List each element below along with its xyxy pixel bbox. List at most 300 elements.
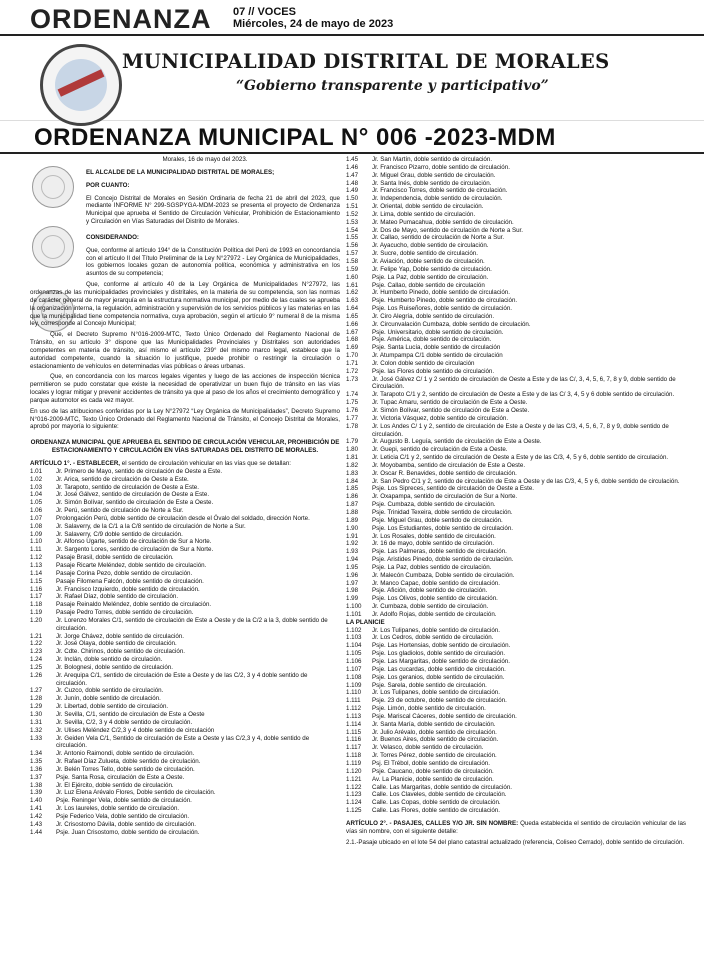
item-text: Jr. Sucre, doble sentido de circulación. [372,250,478,258]
list-item [30,617,340,633]
item-number: 1.109 [346,681,362,689]
item-number: 1.73 [346,375,359,383]
item-text: Psje. Los geranios, doble sentido de circulación. [372,673,505,681]
list-item [30,578,340,586]
item-text: Jr. Rafael Díaz, doble sentido de circulación. [56,593,179,601]
item-number: 1.63 [346,297,359,305]
item-text: Jr. Jorge Chávez, doble sentido de circulación. [56,632,184,640]
item-text: Jr. Bolognesi, doble sentido de circulación. [56,663,173,671]
item-text: Psje. Santa Lucía, doble sentido de circulación [372,344,501,352]
list-item [346,376,686,392]
item-number: 1.20 [30,616,43,624]
item-text: Psje. Callao, doble sentido de circulación [372,281,485,289]
item-text: Jr. Luz Elena Arévalo Flores, Doble sentido de circulación. [56,789,216,797]
list-item [346,799,686,807]
item-number: 1.28 [30,695,43,703]
item-number: 1.89 [346,516,359,524]
ordinance-title: ORDENANZA MUNICIPAL N° 006 -2023-MDM [34,124,556,151]
list-item [346,674,686,682]
list-item [346,776,686,784]
item-number: 1.82 [346,461,359,469]
item-text: Jr. Ulises Meléndez C/2,3 y 4 doble sentido de circulación [56,726,215,734]
item-number: 1.107 [346,665,362,673]
item-number: 1.78 [346,422,359,430]
item-number: 1.101 [346,610,362,618]
list-item [30,782,340,790]
list-item [346,485,686,493]
list-item [346,156,686,164]
list-item [30,766,340,774]
item-text: Jr. Julio Arévalo, doble sentido de circulación. [372,728,497,736]
item-number: 1.105 [346,650,362,658]
item-text: Jr. Alfonso Ugarte, sentido de circulación de Sur a Norte. [56,538,212,546]
item-number: 1.110 [346,689,362,697]
item-number: 1.30 [30,711,43,718]
item-number: 1.59 [346,265,359,273]
list-item [346,501,686,509]
list-item [30,633,340,641]
item-text: Psje. Las Margaritas, doble sentido de circulación. [372,658,510,665]
item-text: Pasaje Brasil, doble sentido de circulación. [56,554,174,562]
item-text: Psje. Santa Rosa, circulación de Este a Oeste. [56,773,185,781]
item-text: Psje Federico Vela, doble sentido de circulación. [56,812,190,820]
item-number: 1.124 [346,799,362,807]
item-text: Jr. Santa María, doble sentido de circulación. [372,720,496,728]
item-number: 1.79 [346,438,359,446]
list-item [346,266,686,274]
municipal-seal-icon [40,44,122,126]
item-number: 1.91 [346,532,359,540]
item-number: 1.11 [30,546,42,554]
item-text: Jr. Atumpampa C/1 doble sentido de circulación [372,352,503,360]
article-1: ARTÍCULO 1°. - ESTABLECER, el sentido de circulación vehicular en las vías que se detallan: [30,460,291,467]
item-number: 1.61 [346,281,359,289]
item-text: Psje. Afición, doble sentido de circulación. [372,587,488,595]
item-number: 1.09 [30,530,43,538]
list-item [30,491,340,499]
item-text: Psj. El Trébol, doble sentido de circulación. [372,759,490,767]
list-item [30,727,340,735]
list-item [346,211,686,219]
item-number: 1.43 [30,820,43,828]
item-text: Jr. Belén Torres Tello, doble sentido de circulación. [56,765,195,773]
item-text: Jr. Los Tulipanes, doble sentido de circulación. [372,626,500,634]
item-number: 1.03 [30,483,43,491]
item-number: 1.12 [30,554,43,562]
item-text: Jr. Cumbaza, doble sentido de circulación. [372,603,489,611]
list-item [346,752,686,760]
list-item [30,562,340,570]
list-item [346,227,686,235]
list-item [346,282,686,290]
item-number: 1.75 [346,399,359,407]
paragraph-5: Que, en concordancia con los marcos legales vigentes y luego de las acciones de inspección técnica permitieron se pudo constatar que existe la necesidad de operativizar un buen flujo de tránsito en las vías locales y lograr mitigar y prevenir accidentes de tránsito ya que al paso de los años el crecimiento demográfico y parque automotor es cada vez mayor. [30,373,340,404]
list-item [346,713,686,721]
list-item [346,650,686,658]
list-item [30,829,340,837]
item-text: Psje. Cumbaza, doble sentido de circulación. [372,501,496,509]
item-number: 1.37 [30,773,43,781]
item-number: 1.32 [30,726,43,734]
item-text: Psje. Los Estudiantes, doble sentido de circulación. [372,524,514,532]
item-text: Jr. Simón Bolívar, sentido de circulación de Este a Oeste. [56,499,214,507]
item-number: 1.56 [346,242,359,250]
item-number: 1.40 [30,797,43,805]
list-item [30,507,340,515]
list-item [30,789,340,797]
item-number: 1.44 [30,828,43,836]
list-item [30,813,340,821]
item-number: 1.95 [346,563,359,571]
item-text: Jr. Miguel Grau, doble sentido de circulación. [372,171,496,179]
item-text: Psje. las Flores doble sentido de circulación. [372,367,495,375]
item-number: 1.21 [30,632,43,640]
item-text: Pasaje Ricarte Meléndez, doble sentido de circulación. [56,561,207,569]
item-text: Psje. Los Ruiseñores, doble sentido de circulación. [372,305,512,313]
item-text: Jr. Los Andes C/ 1 y 2, sentido de circulación de Este a Oeste y de las C/3, 4, 5, 6, 7, 8 y 9, doble sentido de circulación. [372,422,669,438]
list-item [346,768,686,776]
list-item [346,533,686,541]
item-text: Jr. Adolfo Rojas, doble sentido de circulación. [372,610,497,618]
list-item [346,329,686,337]
item-text: Jr. Sargento Lores, sentido de circulación de Sur a Norte. [56,546,214,554]
item-text: Jr. Geiden Vela C/1, Sentido de circulación de Este a Oeste y las C/2,3 y 4, doble sentido de circulación. [56,734,310,750]
item-number: 1.39 [30,789,43,797]
item-text: Pasaje Filomena Falcón, doble sentido de circulación. [56,577,204,585]
list-item [346,697,686,705]
list-item [346,634,686,642]
item-text: Jr. Sevilla, C/2, 3 y 4 doble sentido de circulación. [56,718,193,726]
list-item [346,172,686,180]
item-text: Calle. Las Flores, doble sentido de circulación. [372,807,500,815]
item-text: Jr. José Gálvez C/ 1 y 2 sentido de circulación de Oeste a Este y de las C/, 3, 4, 5, 6, 7, 8 y 9, doble sentido de Circulación. [372,375,676,391]
list-item [30,750,340,758]
item-number: 1.118 [346,752,362,760]
item-text: Jr. Primero de Mayo, sentido de circulación de Oeste a Este. [56,467,223,475]
list-item [346,305,686,313]
list-item [30,656,340,664]
item-text: Jr. Salaverry, de la C/1 a la C/8 sentido de circulación de Norte a Sur. [56,522,246,530]
list-item [30,499,340,507]
item-text: Jr. Francisco Torres, doble sentido de circulación. [372,187,508,195]
list-item [30,797,340,805]
item-text: Psje. Universitario, doble sentido de circulación. [372,328,504,336]
mayor-line: EL ALCALDE DE LA MUNICIPALIDAD DISTRITAL DE MORALES; [86,168,275,176]
item-number: 1.125 [346,807,362,815]
list-item [346,744,686,752]
list-item [346,572,686,580]
list-item [346,760,686,768]
item-number: 1.25 [30,663,43,671]
list-item [30,515,340,523]
item-text: Jr. Rafael Díaz Zulueta, doble sentido de circulación. [56,758,201,766]
list-item [30,468,340,476]
list-item [30,593,340,601]
item-number: 1.57 [346,250,359,258]
item-text: Psje. Juan Crisostomo, doble sentido de circulación. [56,828,200,836]
list-item [346,509,686,517]
item-number: 1.104 [346,642,362,650]
list-item [30,476,340,484]
list-item [346,791,686,799]
list-item [346,517,686,525]
planicie-heading: LA PLANICIE [346,618,385,626]
item-text: Jr. Cdte. Chirinos, doble sentido de circulación. [56,648,185,656]
list-item [30,711,340,719]
list-item [30,554,340,562]
item-number: 1.17 [30,593,43,601]
list-item [346,234,686,242]
list-item [346,729,686,737]
item-text: Jr. Felipe Yap, Doble sentido de circulación. [372,265,492,273]
item-number: 1.67 [346,328,359,336]
item-number: 1.36 [30,765,43,773]
item-number: 1.13 [30,561,43,569]
list-item [346,289,686,297]
item-text: Jr. Los Tulipanes, doble sentido de circulación. [372,689,500,697]
item-text: Psje. Trinidad Texeira, doble sentido de circulación. [372,508,513,516]
item-number: 1.102 [346,626,362,634]
list-item [346,807,686,815]
item-number: 1.111 [346,697,361,705]
item-number: 1.66 [346,320,359,328]
item-number: 1.103 [346,634,362,642]
list-item [346,360,686,368]
item-number: 1.07 [30,514,43,522]
article-2: ARTÍCULO 2°. - PASAJES, CALLES Y/O JR. SIN NOMBRE: Queda establecida el sentido de circulación vehicular de las vías sin nombre, con el siguiente detalle: [346,819,686,835]
item-text: Psje. Los gladiolos, doble sentido de circulación. [372,650,506,658]
list-item [346,415,686,423]
item-number: 1.53 [346,218,359,226]
item-number: 1.112 [346,705,362,713]
item-text: Jr. Guepi, sentido de circulación de Este a Oeste. [372,446,508,454]
right-column [346,156,686,846]
item-number: 1.23 [30,648,43,656]
item-number: 1.71 [346,359,359,367]
item-text: Jr. Aviación, doble sentido de circulación. [372,257,485,265]
list-item [346,462,686,470]
item-number: 1.46 [346,163,359,171]
list-item [346,478,686,486]
item-text: Jr. Humberto Pinedo, doble sentido de circulación. [372,289,510,297]
title-rule [0,152,704,154]
item-number: 1.94 [346,556,359,564]
list-item [346,689,686,697]
list-item [346,423,686,439]
list-item [346,556,686,564]
issue-info [233,6,393,30]
item-text: Jr. Arequipa C/1, sentido de circulación de Este a Oeste y de las C/2, 3 y 4 doble sentido de circulación. [56,671,308,687]
item-text: Jr. Lima, doble sentido de circulación. [372,210,476,218]
list-item [30,538,340,546]
item-number: 1.76 [346,407,359,414]
list-item [30,640,340,648]
item-number: 1.06 [30,507,43,515]
item-number: 1.114 [346,720,362,728]
left-column [30,156,340,837]
list-item [346,187,686,195]
list-item [30,664,340,672]
item-number: 1.01 [30,467,43,475]
item-text: Jr. Colon doble sentido de circulación [372,359,475,367]
item-number: 1.02 [30,475,43,483]
paragraph-6: En uso de las atribuciones conferidas por la Ley N°27972 “Ley Orgánica de Municipalidades”, Decreto Supremo N°016-2009-MTC, Texto Único Ordenado del Reglamento Nacional de Tránsito, el Concejo Distrital de Morales, aprobó por mayoría lo siguiente: [30,407,340,431]
item-number: 1.27 [30,687,43,695]
considerando-heading: CONSIDERANDO: [86,233,139,241]
item-text: Psje. Las Hortensias, doble sentido de circulación. [372,642,511,650]
list-item [30,719,340,727]
item-text: Psje. Mariscal Cáceres, doble sentido de circulación. [372,712,517,720]
list-item [346,525,686,533]
item-number: 1.19 [30,609,43,617]
list-item [346,203,686,211]
item-text: Jr. San Pedro C/1 y 2, sentido de circulación de Este a Oeste y de las C/3, 4, 5 y 6, doble sentido de circulación. [372,477,680,485]
item-text: Jr. Dos de Mayo, sentido de circulación de Norte a Sur. [372,226,523,234]
item-number: 1.18 [30,601,43,609]
issue-line: 07 // VOCES [233,6,296,18]
list-item [346,180,686,188]
item-text: Psje. Limón, doble sentido de circulación. [372,705,486,713]
list-item [346,564,686,572]
item-number: 1.54 [346,226,359,234]
list-item [346,627,686,635]
item-number: 1.38 [30,781,43,789]
item-text: Jr. Mateo Pumacahua, doble sentido de circulación. [372,218,514,226]
item-text: Psje. Reninger Vela, doble sentido de circulación. [56,797,192,805]
list-item [346,470,686,478]
list-item [30,648,340,656]
item-text: Jr. El Ejército, doble sentido de circulación. [56,781,174,789]
item-text: Jr. Salaverry, C/9 doble sentido de circulación. [56,530,183,538]
list-item [346,258,686,266]
item-number: 1.64 [346,305,359,313]
item-number: 1.113 [346,712,362,720]
item-number: 1.51 [346,203,359,211]
list-item [30,586,340,594]
date-line: Miércoles, 24 de mayo de 2023 [233,18,394,30]
list-item [30,735,340,751]
left-street-list [30,468,340,837]
item-number: 1.35 [30,758,43,766]
item-text: Jr. Antonio Raimondi, doble sentido de circulación. [56,750,195,758]
list-item [346,352,686,360]
item-text: Psje. Las Palmeras, doble sentido de circulación. [372,548,507,556]
list-item [346,399,686,407]
item-number: 1.99 [346,595,359,603]
item-number: 1.60 [346,273,359,281]
planicie-street-list [346,627,686,815]
item-text: Psje. América, doble sentido de circulación. [372,336,492,344]
list-item [30,805,340,813]
list-item [346,438,686,446]
item-number: 1.87 [346,501,359,509]
item-number: 1.122 [346,783,362,791]
list-item [346,587,686,595]
list-item [346,666,686,674]
item-number: 1.22 [30,640,43,648]
item-text: Prolongación Perú, doble sentido de circulación desde el Óvalo del soldado, dirección Norte. [56,514,310,522]
item-number: 1.08 [30,522,43,530]
item-number: 1.42 [30,812,43,820]
item-text: Jr. Los Cedros, doble sentido de circulación. [372,634,494,642]
article-2-item: 2.1.-Pasaje ubicado en el lote 54 del plano catastral actualizado (referencia, Coliseo Cerrado), doble sentido de circulación. [346,838,685,846]
item-number: 1.47 [346,171,359,179]
paragraph-1: El Concejo Distrital de Morales en Sesión Ordinaria de fecha 21 de abril del 2023, que mediante INFORME N° 299-SGSPYGA-MDM-2023 se presenta el proyecto de Ordenanza Municipal que aprueba el Sentido de Circulación Vehicular, Prohibición de Estacionamiento y Circulación en Vías Saturadas del Distrito de Morales. [86,194,340,226]
item-text: Jr. Lorenzo Morales C/1, sentido de circulación de Este a Oeste y de la C/2 a la 3, doble sentido de circulación. [56,616,328,632]
item-text: Jr. Tarapoto C/1 y 2, sentido de circulación de Oeste a Este y de las C/ 3, 4, 5 y 6 doble sentido de circulación. [372,391,675,399]
item-text: Jr. Augusto B. Leguía, sentido de circulación de Este a Oeste. [372,438,542,446]
municipality-motto: “Gobierno transparente y participativo” [236,78,549,94]
item-text: Jr. Buenos Aires, doble sentido de circulación. [372,736,499,744]
item-text: Jr. Ciro Alegría, doble sentido de circulación. [372,312,495,320]
item-number: 1.123 [346,791,362,799]
item-number: 1.98 [346,587,359,595]
item-text: Jr. Manco Capac, doble sentido de circulación. [372,579,500,587]
item-text: Jr. Tupac Amaru, sentido de circulación de Este a Oeste. [372,399,528,407]
item-number: 1.29 [30,703,43,711]
item-number: 1.49 [346,187,359,195]
item-text: Jr. Arica, sentido de circulación de Oeste a Este. [56,475,189,483]
header-rule [0,34,704,36]
item-text: Jr. Oriental, doble sentido de circulación. [372,203,484,211]
item-text: Jr. Los Rosales, doble sentido de circulación. [372,532,496,540]
list-item [346,493,686,501]
item-text: Pasaje Reinaldo Meléndez, doble sentido de circulación. [56,601,212,609]
item-text: Av. La Planicie, doble sentido de circulación. [372,775,494,783]
masthead-title: ORDENANZA [30,4,212,34]
item-number: 1.04 [30,491,43,499]
item-text: Psje. Aristides Pinedo, doble sentido de circulación. [372,556,514,564]
item-number: 1.16 [30,585,43,593]
item-number: 1.92 [346,540,359,548]
item-number: 1.90 [346,524,359,532]
list-item [346,250,686,258]
item-text: Jr. Francisco Pizarro, doble sentido de circulación. [372,163,510,171]
item-number: 1.26 [30,671,43,679]
document-date: Morales, 16 de mayo del 2023. [162,156,248,163]
list-item [30,687,340,695]
item-text: Jr. Oxapampa, sentido de circulación de Sur a Norte. [372,493,518,501]
item-number: 1.121 [346,775,362,783]
list-item [30,703,340,711]
list-item [346,274,686,282]
item-text: Jr. San Martín, doble sentido de circulación. [372,156,493,163]
item-text: Jr. Sevilla, C/1, sentido de circulación de Este a Oeste [56,711,205,718]
list-item [346,164,686,172]
list-item [346,454,686,462]
item-number: 1.41 [30,805,43,813]
item-number: 1.115 [346,728,362,736]
list-item [30,774,340,782]
item-text: Psje. La Paz, doble sentido de circulación. [372,273,489,281]
item-number: 1.83 [346,469,359,477]
item-number: 1.93 [346,548,359,556]
item-number: 1.85 [346,485,359,493]
item-text: Jr. Victoria Vásquez, doble sentido de circulación. [372,414,509,422]
list-item [30,758,340,766]
item-number: 1.100 [346,603,362,611]
item-text: Jr. Santa Inés, doble sentido de circulación. [372,179,492,187]
list-item [346,642,686,650]
list-item [30,601,340,609]
item-text: Psje. Las cucardas, doble sentido de circulación. [372,665,506,673]
item-text: Psje. Caucano, doble sentido de circulación. [372,767,494,775]
item-number: 1.48 [346,179,359,187]
item-number: 1.106 [346,658,362,665]
list-item [30,546,340,554]
item-text: Psje. Humberto Pinedo, doble sentido de circulación. [372,297,518,305]
list-item [346,548,686,556]
